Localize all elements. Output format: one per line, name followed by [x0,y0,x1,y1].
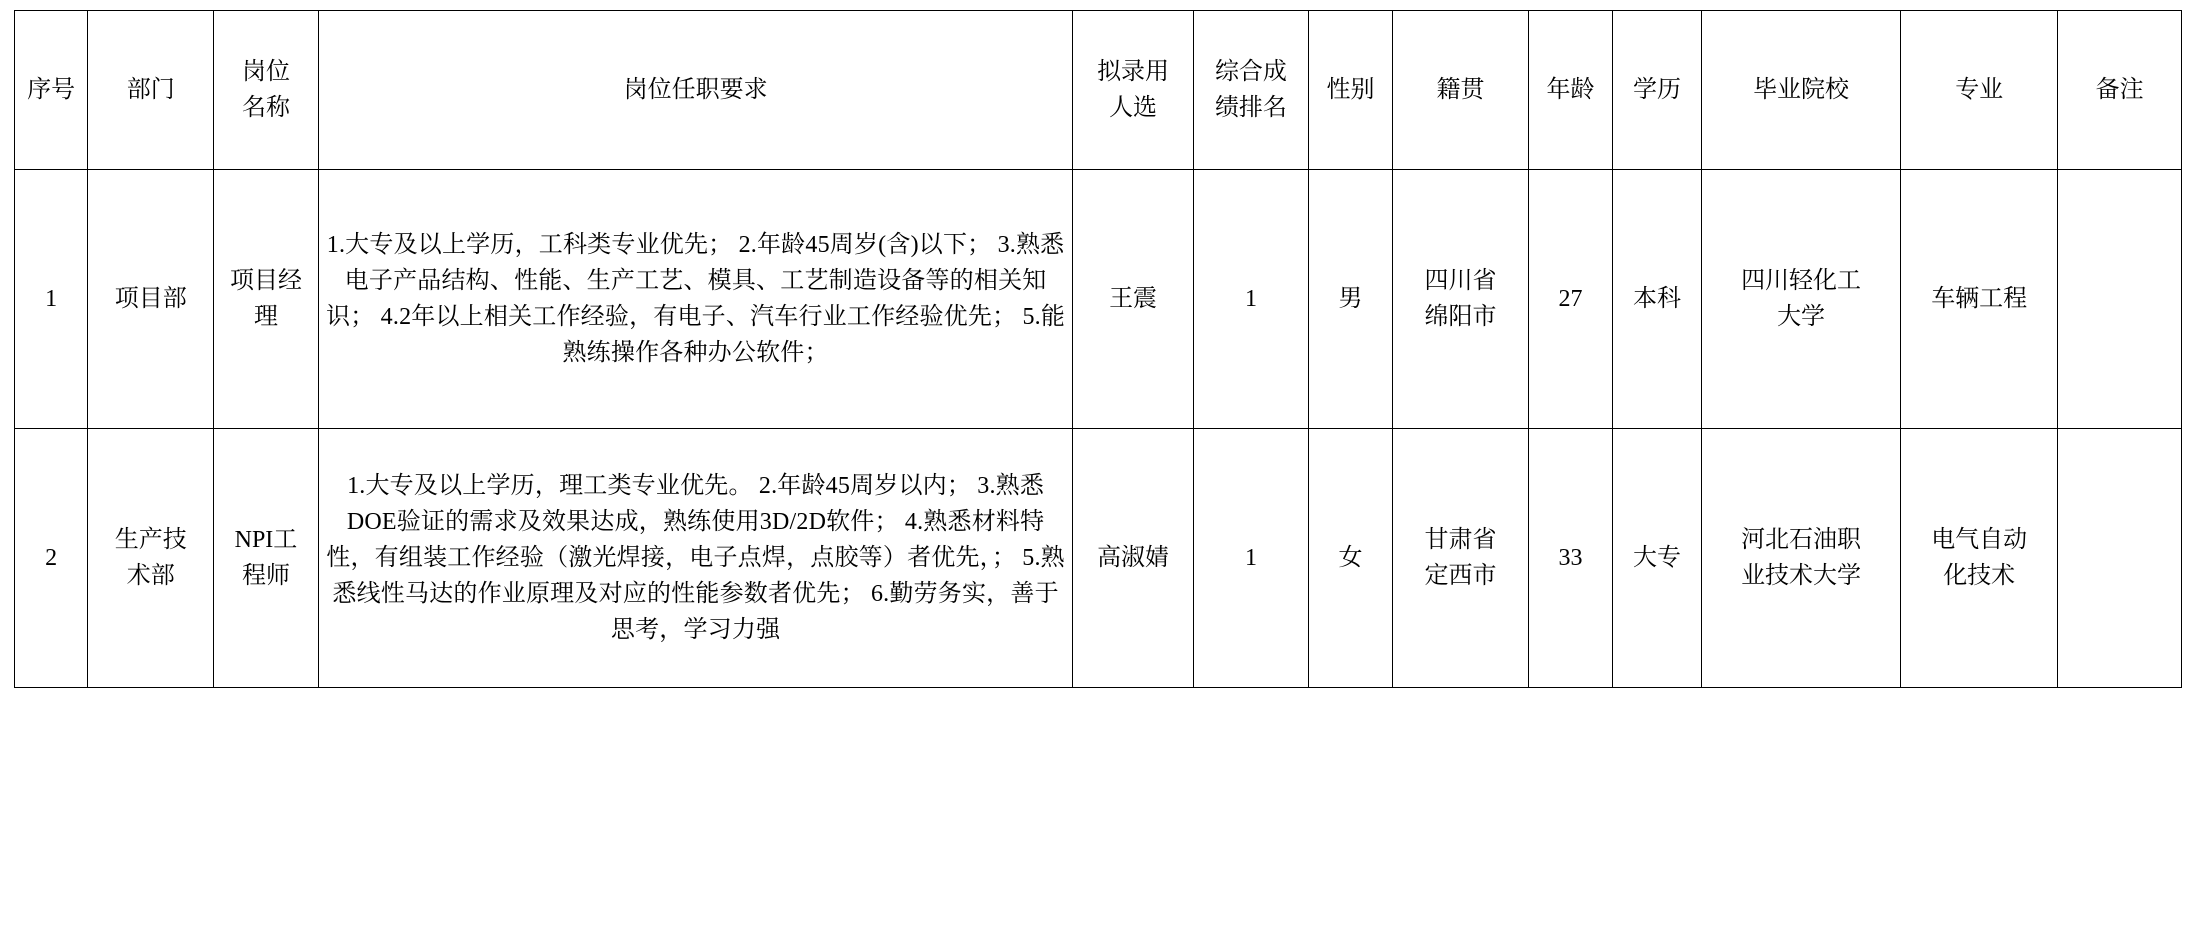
cell-school-line1: 河北石油职 [1741,527,1862,553]
cell-major: 车辆工程 [1901,170,2058,429]
cell-native-line1: 甘肃省 [1424,527,1497,553]
cell-native-line2: 绵阳市 [1424,304,1497,330]
header-major: 专业 [1901,11,2058,170]
cell-candidate: 王震 [1073,170,1194,429]
cell-post [214,429,319,688]
table-header [15,11,2182,170]
cell-rank: 1 [1193,429,1308,688]
header-post-line1: 岗位 [241,59,290,85]
cell-school-line2: 业技术大学 [1741,563,1862,589]
cell-rank: 1 [1193,170,1308,429]
cell-requirements: 1.大专及以上学历，理工类专业优先。 2.年龄45周岁以内； 3.熟悉DOE验证的需求及效果达成，熟练使用3D/2D软件； 4.熟悉材料特性，有组装工作经验（激光焊接，电子点焊，点胶等）者优先，； 5.熟悉线性马达的作业原理及对应的性能参数者优先； 6.勤劳务实，善于思考，学习力强 [318,429,1072,688]
cell-age: 27 [1529,170,1613,429]
cell-gender: 男 [1309,170,1393,429]
table-row [15,170,2182,429]
cell-education: 本科 [1612,170,1701,429]
header-post-line2: 名称 [241,95,290,121]
cell-school [1702,429,1901,688]
cell-post-line1: NPI工 [234,527,298,553]
header-candidate-line2: 人选 [1109,95,1158,121]
header-native-place: 籍贯 [1392,11,1528,170]
cell-dept-line2: 术部 [126,563,175,589]
cell-dept [88,429,214,688]
cell-school-line2: 大学 [1777,304,1826,330]
cell-seq: 1 [15,170,88,429]
cell-dept-line1: 生产技 [114,527,187,553]
cell-post-line1: 项目经 [229,268,302,294]
cell-requirements: 1.大专及以上学历，工科类专业优先； 2.年龄45周岁(含)以下； 3.熟悉电子产品结构、性能、生产工艺、模具、工艺制造设备等的相关知识； 4.2年以上相关工作经验，有电子、汽车行业工作经验优先； 5.能熟练操作各种办公软件； [318,170,1072,429]
cell-major [1901,429,2058,688]
header-rank [1193,11,1308,170]
header-requirements: 岗位任职要求 [318,11,1072,170]
cell-seq: 2 [15,429,88,688]
cell-candidate: 高淑婧 [1073,429,1194,688]
cell-major-line1: 电气自动 [1931,527,2028,553]
cell-native-line2: 定西市 [1424,563,1497,589]
cell-dept: 项目部 [88,170,214,429]
header-dept: 部门 [88,11,214,170]
cell-remark [2058,170,2182,429]
header-seq: 序号 [15,11,88,170]
cell-gender: 女 [1309,429,1393,688]
cell-post-line2: 理 [253,304,278,330]
header-rank-line2: 绩排名 [1214,95,1287,121]
header-rank-line1: 综合成 [1214,59,1287,85]
cell-post [214,170,319,429]
header-remark: 备注 [2058,11,2182,170]
cell-native-line1: 四川省 [1424,268,1497,294]
cell-age: 33 [1529,429,1613,688]
table-header-row [15,11,2182,170]
cell-school [1702,170,1901,429]
header-gender: 性别 [1309,11,1393,170]
cell-major-line2: 化技术 [1943,563,2016,589]
cell-post-line2: 程师 [241,563,290,589]
table-row [15,429,2182,688]
table-body [15,170,2182,688]
header-post [214,11,319,170]
cell-education: 大专 [1612,429,1701,688]
cell-school-line1: 四川轻化工 [1741,268,1862,294]
header-candidate-line1: 拟录用 [1097,59,1170,85]
cell-remark [2058,429,2182,688]
header-school: 毕业院校 [1702,11,1901,170]
header-candidate [1073,11,1194,170]
header-age: 年龄 [1529,11,1613,170]
recruitment-table [14,10,2182,688]
header-education: 学历 [1612,11,1701,170]
cell-native-place [1392,429,1528,688]
cell-native-place [1392,170,1528,429]
